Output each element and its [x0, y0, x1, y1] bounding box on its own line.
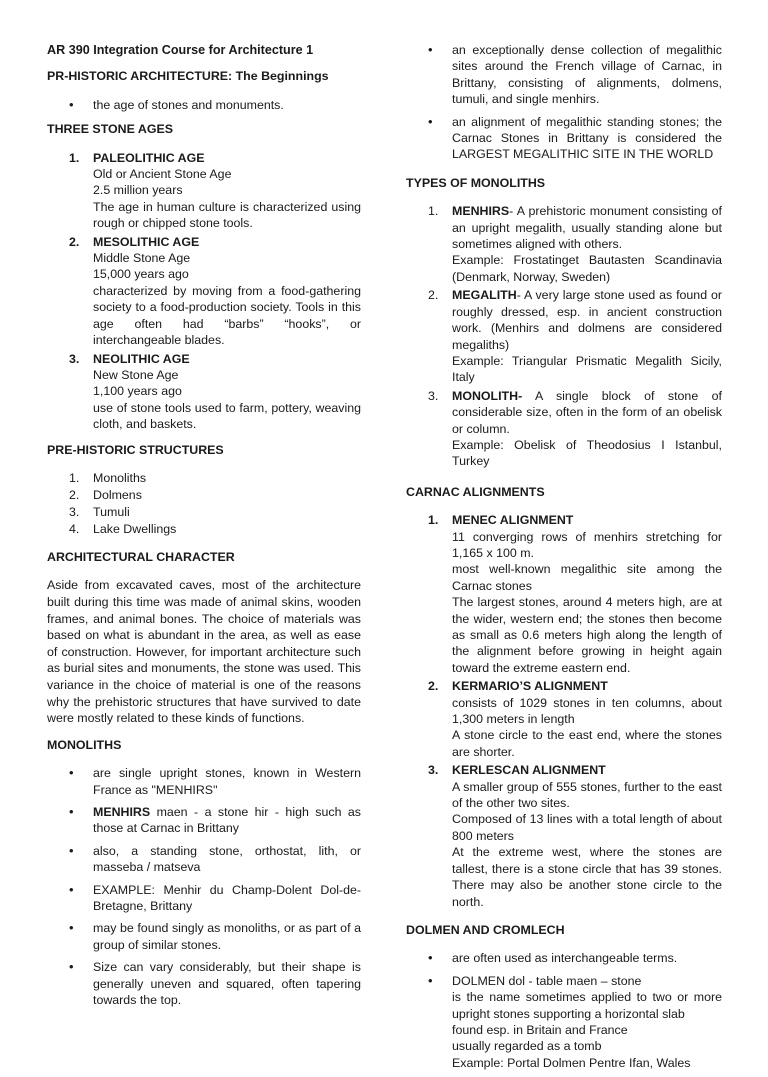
list-line: characterized by moving from a food-gathering society to a food-production society. Tools in this age often had “barbs” “hooks”, or interchangeable blades. — [93, 283, 361, 348]
list-item — [47, 882, 361, 915]
document-title: AR 390 Integration Course for Architecture 1 — [47, 43, 314, 57]
list-number: 3. — [69, 351, 80, 366]
left-column — [47, 42, 361, 1015]
list-line: Old or Ancient Stone Age — [93, 167, 232, 182]
dolmen-bullets — [406, 950, 722, 1071]
list-line: found esp. in Britain and France — [452, 1022, 628, 1037]
list-item — [47, 920, 361, 953]
list-item — [47, 150, 361, 232]
list-label: KERLESCAN ALIGNMENT — [452, 763, 606, 778]
list-item: • the age of stones and monuments. — [47, 97, 361, 113]
list-line: • DOLMEN dol - table maen – stone — [452, 973, 642, 988]
right-column — [406, 42, 722, 1077]
section-heading-types-of-monoliths: TYPES OF MONOLITHS — [406, 175, 546, 190]
list-line: consists of 1029 stones in ten columns, about 1,300 meters in length — [452, 695, 722, 727]
list-description — [452, 203, 722, 252]
architectural-character-paragraph: Aside from excavated caves, most of the architecture built during this time was made of animal skins, wooden frames, and animal bones. The choice of materials was based on what is abundant in the area, as well as ease of construction. However, for important architecture such as burial sites and monuments, the stone was used. This variance in the choice of material is one of the reasons why the prehistoric structures that have survived to date were mostly related to these kinds of functions. — [47, 578, 361, 726]
list-item: • an alignment of megalithic standing stones; the Carnac Stones in Brittany is considered the LARGEST MEGALITHIC SITE IN THE WORLD — [406, 114, 722, 163]
list-line: use of stone tools used to farm, pottery, weaving cloth, and baskets. — [93, 400, 361, 432]
list-number: 4. — [69, 521, 80, 536]
list-item — [47, 765, 361, 798]
carnac-bullets — [406, 42, 722, 163]
list-line: usually regarded as a tomb — [452, 1039, 602, 1054]
list-label: NEOLITHIC AGE — [93, 351, 190, 366]
prehistoric-bullets — [47, 97, 361, 113]
section-heading-stone-ages: THREE STONE AGES — [47, 122, 173, 137]
list-item — [47, 959, 361, 1008]
bold-term: MONOLITH- — [452, 388, 523, 403]
list-example: Example: Frostatinget Bautasten Scandinavia (Denmark, Norway, Sweden) — [452, 253, 722, 284]
bold-term: MENHIRS — [452, 204, 510, 219]
list-text: Tumuli — [93, 504, 130, 519]
section-heading-structures: PRE-HISTORIC STRUCTURES — [47, 442, 224, 457]
carnac-alignments-list — [406, 512, 722, 910]
list-line: A stone circle to the east end, where the stones are shorter. — [452, 728, 722, 759]
section-heading-dolmen-cromlech: DOLMEN AND CROMLECH — [406, 922, 565, 937]
list-text: - A very large stone used as found or roughly dressed, esp. in ancient construction work. (Menhirs and dolmens are considered megaliths) — [452, 288, 722, 352]
list-item — [406, 512, 722, 676]
list-item — [406, 388, 722, 470]
list-number: 2. — [69, 234, 80, 249]
list-number: 3. — [428, 763, 439, 778]
section-heading-carnac-alignments: CARNAC ALIGNMENTS — [406, 484, 545, 499]
list-example: Example: Obelisk of Theodosius I Istanbul, Turkey — [452, 437, 722, 469]
list-text: Lake Dwellings — [93, 521, 177, 536]
list-line: At the extreme west, where the stones are tallest, there is a stone circle that has 39 stones. There may also be another stone circle to the north. — [452, 845, 722, 909]
list-line: • are often used as interchangeable terms. — [452, 951, 678, 966]
list-number: 2. — [428, 679, 439, 694]
list-text: Dolmens — [93, 487, 142, 502]
list-number: 1. — [428, 513, 439, 528]
list-line: Example: Portal Dolmen Pentre Ifan, Wales — [452, 1055, 691, 1070]
list-item — [47, 843, 361, 876]
stone-ages-list — [47, 150, 361, 433]
list-number: 1. — [69, 150, 80, 165]
list-description — [452, 287, 722, 353]
list-number: 1. — [69, 470, 80, 485]
list-item — [47, 804, 361, 837]
section-heading-prehistoric: PR-HISTORIC ARCHITECTURE: The Beginnings — [47, 69, 329, 84]
list-number: 2. — [69, 487, 80, 502]
list-line: A smaller group of 555 stones, further to the east of the other two sites. — [452, 779, 722, 811]
list-text: are single upright stones, known in Western France as "MENHIRS" — [93, 766, 361, 797]
list-item — [47, 351, 361, 433]
list-item — [406, 678, 722, 760]
list-line: 15,000 years ago — [93, 267, 189, 282]
section-heading-architectural-character: ARCHITECTURAL CHARACTER — [47, 550, 235, 565]
list-text: Monoliths — [93, 470, 147, 485]
list-item — [47, 487, 361, 503]
list-text: may be found singly as monoliths, or as part of a group of similar stones. — [93, 921, 361, 952]
list-text: Size can vary considerably, but their shape is generally uneven and squared, often tapering towards the top. — [93, 960, 361, 1008]
list-line: 2.5 million years — [93, 183, 183, 198]
list-text: also, a standing stone, orthostat, lith, or masseba / matseva — [93, 843, 361, 875]
list-line: The largest stones, around 4 meters high, are at the wider, western end; the stones then become as small as 0.6 meters high along the length of the alignment before growing in height again toward the extreme eastern end. — [452, 595, 722, 675]
list-item — [406, 950, 722, 966]
list-text: - A prehistoric monument consisting of an upright megalith, usually standing alone but sometimes aligned with others. — [452, 204, 722, 252]
structures-list — [47, 470, 361, 537]
section-heading-monoliths: MONOLITHS — [47, 737, 122, 752]
list-label: PALEOLITHIC AGE — [93, 150, 205, 165]
list-text: maen - a stone hir - high such as those at Carnac in Brittany — [93, 805, 361, 836]
list-line: 1,100 years ago — [93, 384, 182, 399]
list-item — [406, 287, 722, 385]
list-line: New Stone Age — [93, 367, 179, 382]
list-item — [47, 504, 361, 520]
list-number: 1. — [428, 204, 439, 219]
list-number: 3. — [69, 504, 80, 519]
list-item: • an exceptionally dense collection of megalithic sites around the French village of Carnac, in Brittany, consisting of alignments, dolmens, tumuli, and single menhirs. — [406, 42, 722, 108]
list-item — [406, 973, 722, 1071]
list-label: MENEC ALIGNMENT — [452, 513, 574, 528]
list-text: EXAMPLE: Menhir du Champ-Dolent Dol-de-Bretagne, Brittany — [93, 882, 361, 914]
list-number: 2. — [428, 288, 439, 303]
list-item — [406, 762, 722, 910]
types-of-monoliths-list — [406, 203, 722, 470]
list-text: A single block of stone of considerable size, often in the form of an obelisk or column. — [452, 388, 722, 436]
list-line: 11 converging rows of menhirs stretching for 1,165 x 100 m. — [452, 529, 722, 560]
bold-term: MENHIRS — [93, 805, 151, 820]
list-item — [47, 521, 361, 537]
monoliths-bullets — [47, 765, 361, 1008]
list-number: 3. — [428, 388, 439, 403]
list-line: The age in human culture is characterized using rough or chipped stone tools. — [93, 199, 361, 231]
list-item — [47, 470, 361, 486]
list-item — [47, 234, 361, 349]
list-description — [452, 388, 722, 437]
list-line: Composed of 13 lines with a total length of about 800 meters — [452, 812, 722, 843]
list-line: most well-known megalithic site among the Carnac stones — [452, 562, 722, 593]
list-line: Middle Stone Age — [93, 251, 191, 266]
list-item — [406, 203, 722, 285]
bold-term: MEGALITH — [452, 288, 517, 303]
list-label: KERMARIO’S ALIGNMENT — [452, 679, 608, 694]
list-label: MESOLITHIC AGE — [93, 234, 200, 249]
list-line: is the name sometimes applied to two or more upright stones supporting a horizontal slab — [452, 990, 722, 1021]
list-example: Example: Triangular Prismatic Megalith Sicily, Italy — [452, 353, 722, 385]
